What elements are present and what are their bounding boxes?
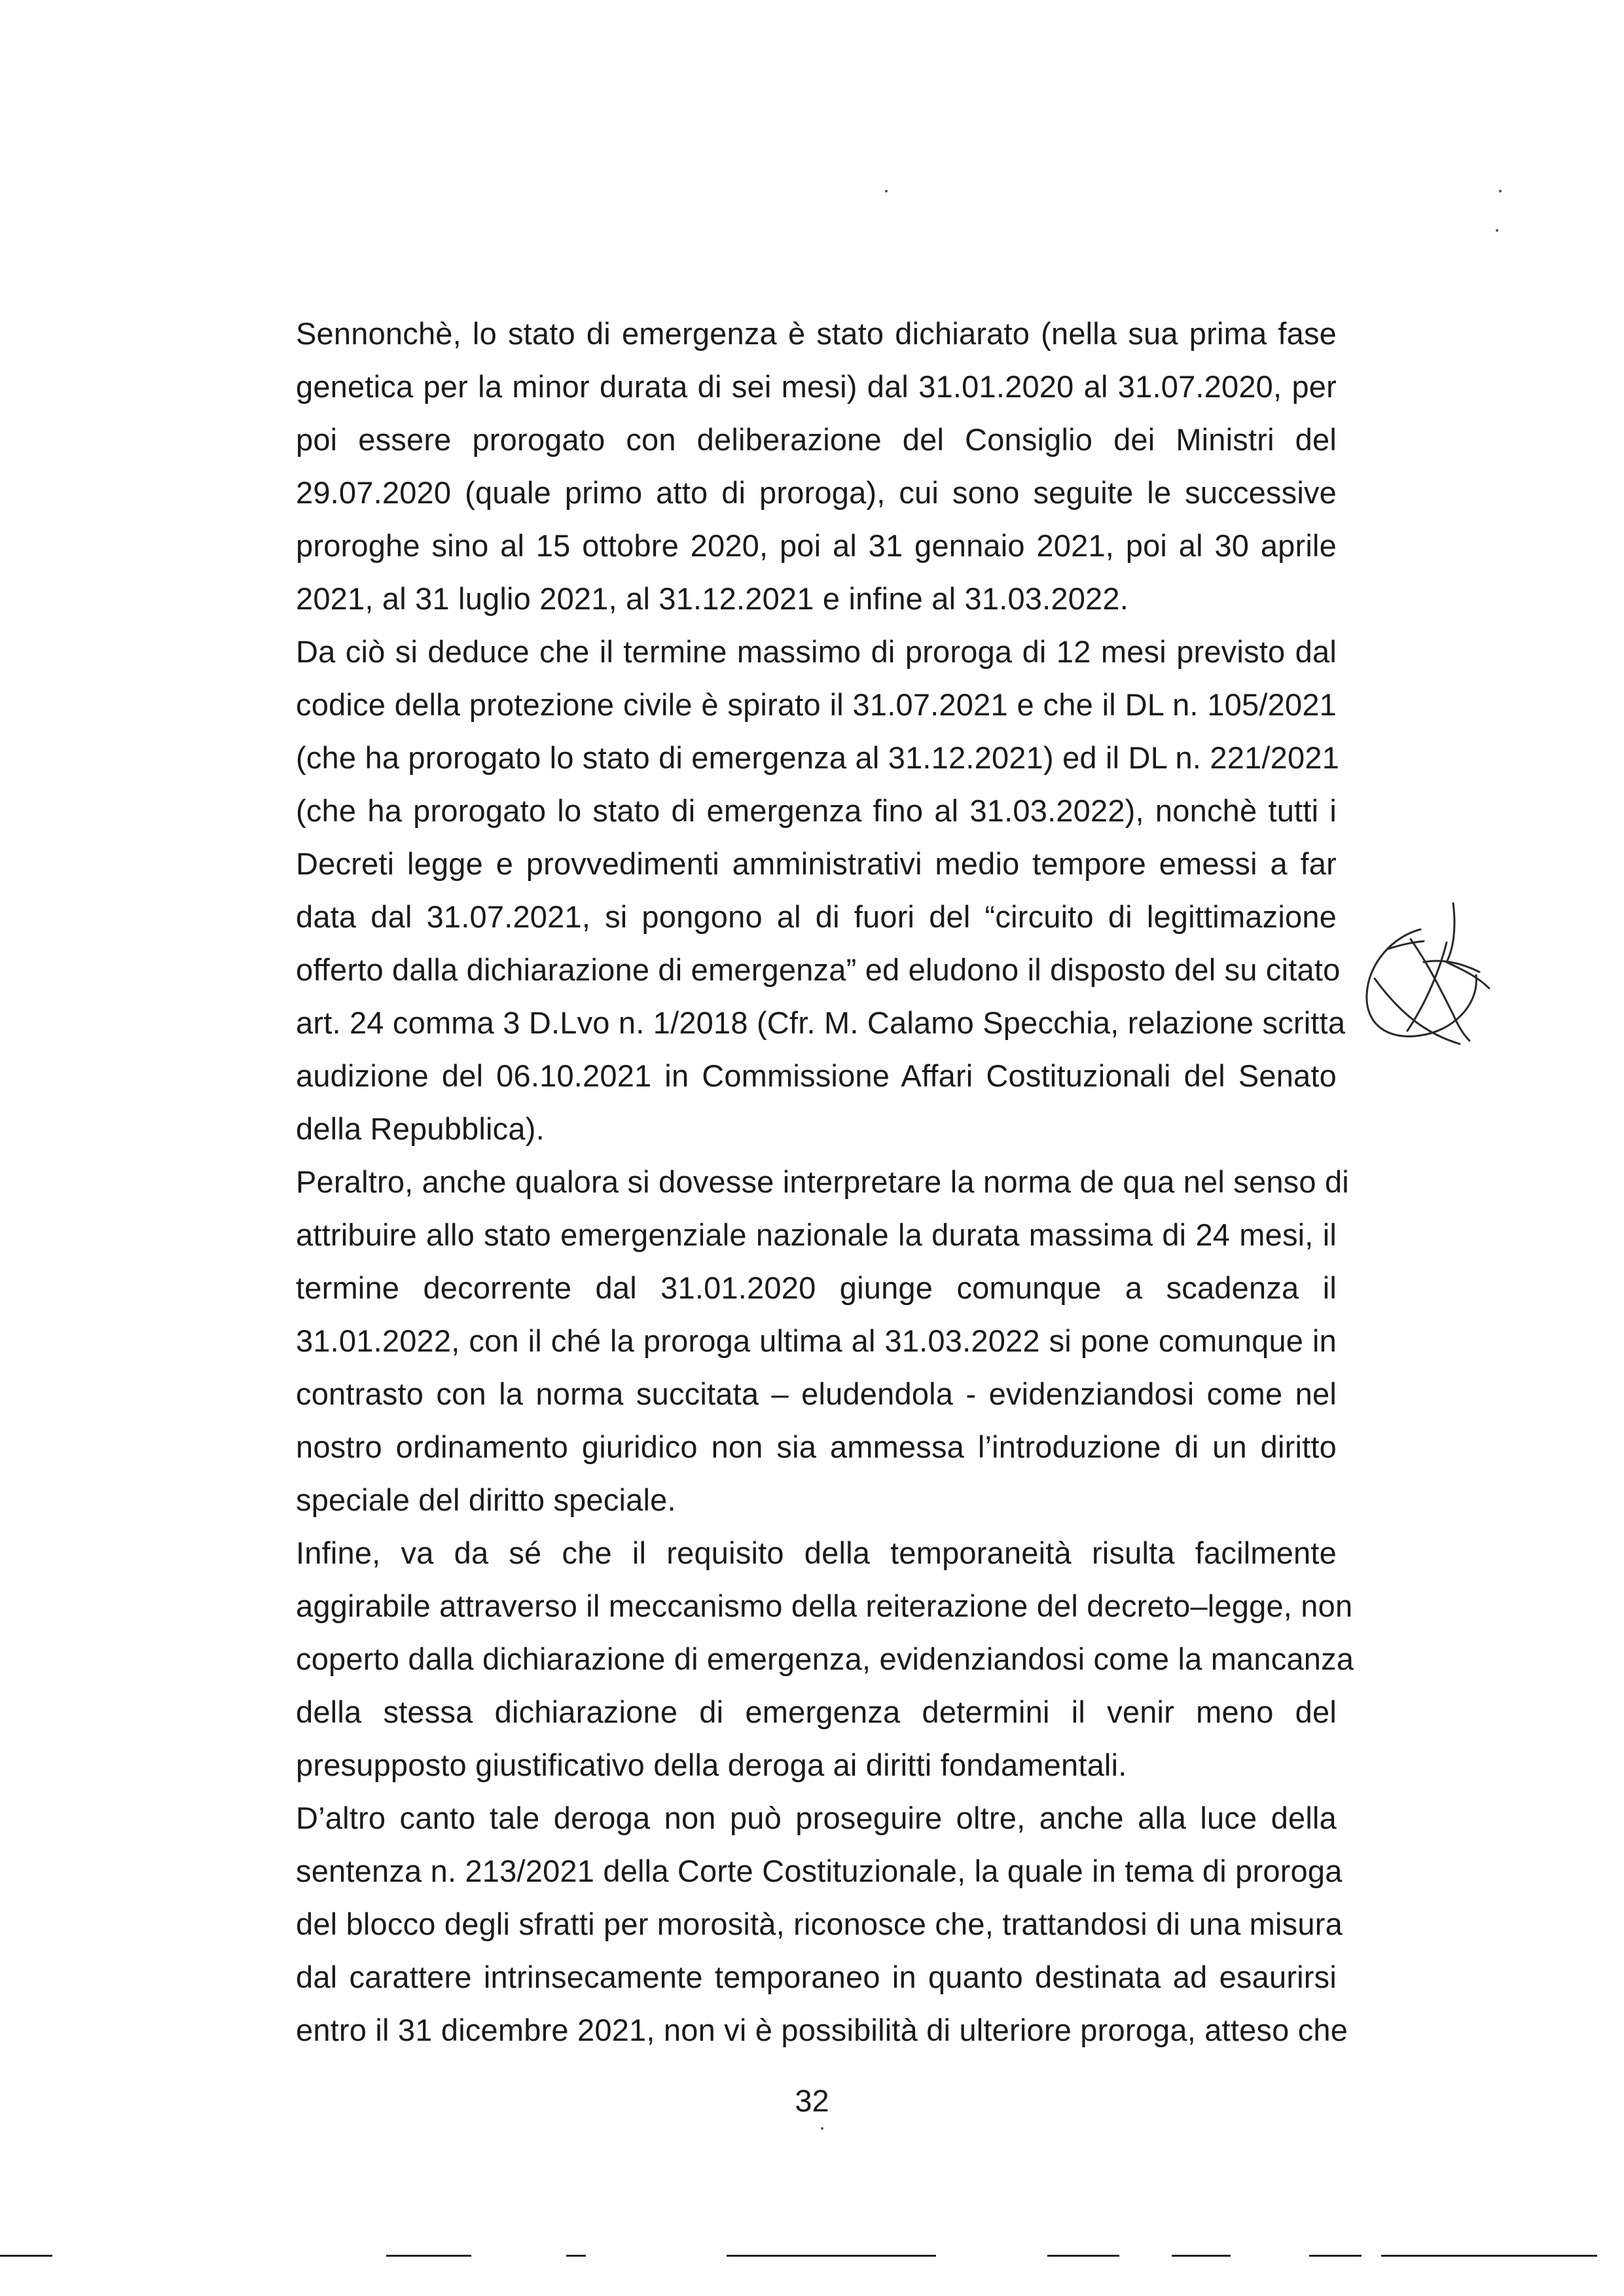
scan-speck [821,2127,823,2130]
footer-scan-rule [386,2255,471,2257]
paragraph-2-line: della Repubblica). [296,1111,545,1146]
paragraph-2-line: Decreti legge e provvedimenti amministrativi medio tempore emessi a far [296,846,1337,881]
paragraph-5-line: D’altro canto tale deroga non può proseguire oltre, anche alla luce della [296,1801,1337,1835]
paragraph-2-line: offerto dalla dichiarazione di emergenza” ed eludono il disposto del su citato [296,952,1341,987]
paragraph-1-line: genetica per la minor durata di sei mesi) dal 31.01.2020 al 31.07.2020, per [296,369,1337,404]
paragraph-2-line: codice della protezione civile è spirato il 31.07.2021 e che il DL n. 105/2021 [296,687,1337,722]
paragraph-4-line: aggirabile attraverso il meccanismo della reiterazione del decreto–legge, non [296,1588,1353,1623]
scan-speck [1496,229,1498,232]
paragraph-5-line: entro il 31 dicembre 2021, non vi è possibilità di ulteriore proroga, atteso che [296,2013,1348,2047]
paragraph-5-line: sentenza n. 213/2021 della Corte Costituzionale, la quale in tema di proroga [296,1854,1343,1888]
paragraph-1-line: Sennonchè, lo stato di emergenza è stato dichiarato (nella sua prima fase [296,316,1337,351]
handwritten-signature [1348,864,1499,1054]
footer-scan-rule [1047,2255,1119,2257]
paragraph-1-line: proroghe sino al 15 ottobre 2020, poi al 31 gennaio 2021, poi al 30 aprile [296,528,1337,563]
paragraph-1-line: poi essere prorogato con deliberazione del Consiglio dei Ministri del [296,422,1337,457]
paragraph-3-line: speciale del diritto speciale. [296,1482,676,1517]
paragraph-5-line: del blocco degli sfratti per morosità, riconosce che, trattandosi di una misura [296,1907,1343,1941]
paragraph-4-line: presupposto giustificativo della deroga ai diritti fondamentali. [296,1748,1127,1782]
paragraph-3-line: attribuire allo stato emergenziale nazionale la durata massima di 24 mesi, il [296,1217,1337,1252]
paragraph-1-line: 2021, al 31 luglio 2021, al 31.12.2021 e infine al 31.03.2022. [296,581,1128,616]
paragraph-2-line: audizione del 06.10.2021 in Commissione Affari Costituzionali del Senato [296,1058,1337,1093]
paragraph-1-line: 29.07.2020 (quale primo atto di proroga), cui sono seguite le successive [296,475,1337,510]
paragraph-2-line: (che ha prorogato lo stato di emergenza fino al 31.03.2022), nonchè tutti i [296,793,1337,828]
paragraph-2-line: data dal 31.07.2021, si pongono al di fuori del “circuito di legittimazione [296,899,1337,934]
footer-scan-rule [1172,2255,1231,2257]
paragraph-2-line: Da ciò si deduce che il termine massimo di proroga di 12 mesi previsto dal [296,634,1337,669]
footer-scan-rule [1381,2255,1597,2257]
paragraph-3-line: nostro ordinamento giuridico non sia ammessa l’introduzione di un diritto [296,1429,1337,1464]
page-number: 32 [795,2083,829,2118]
paragraph-3-line: 31.01.2022, con il ché la proroga ultima al 31.03.2022 si pone comunque in [296,1323,1337,1358]
paragraph-3-line: Peraltro, anche qualora si dovesse interpretare la norma de qua nel senso di [296,1164,1349,1199]
scan-speck [1499,190,1502,192]
paragraph-2-line: art. 24 comma 3 D.Lvo n. 1/2018 (Cfr. M. Calamo Specchia, relazione scritta [296,1005,1346,1040]
footer-scan-rule [727,2255,936,2257]
paragraph-3-line: contrasto con la norma succitata – eludendola - evidenziandosi come nel [296,1376,1337,1411]
footer-scan-rule [0,2255,52,2257]
paragraph-2-line: (che ha prorogato lo stato di emergenza al 31.12.2021) ed il DL n. 221/2021 [296,740,1340,775]
paragraph-3-line: termine decorrente dal 31.01.2020 giunge comunque a scadenza il [296,1270,1337,1305]
paragraph-4-line: coperto dalla dichiarazione di emergenza, evidenziandosi come la mancanza [296,1641,1354,1676]
paragraph-5-line: dal carattere intrinsecamente temporaneo in quanto destinata ad esaurirsi [296,1960,1337,1994]
footer-scan-rule [1309,2255,1362,2257]
footer-scan-rule [566,2255,586,2257]
scan-speck [885,190,888,192]
paragraph-4-line: Infine, va da sé che il requisito della temporaneità risulta facilmente [296,1535,1337,1570]
paragraph-4-line: della stessa dichiarazione di emergenza determini il venir meno del [296,1695,1337,1729]
